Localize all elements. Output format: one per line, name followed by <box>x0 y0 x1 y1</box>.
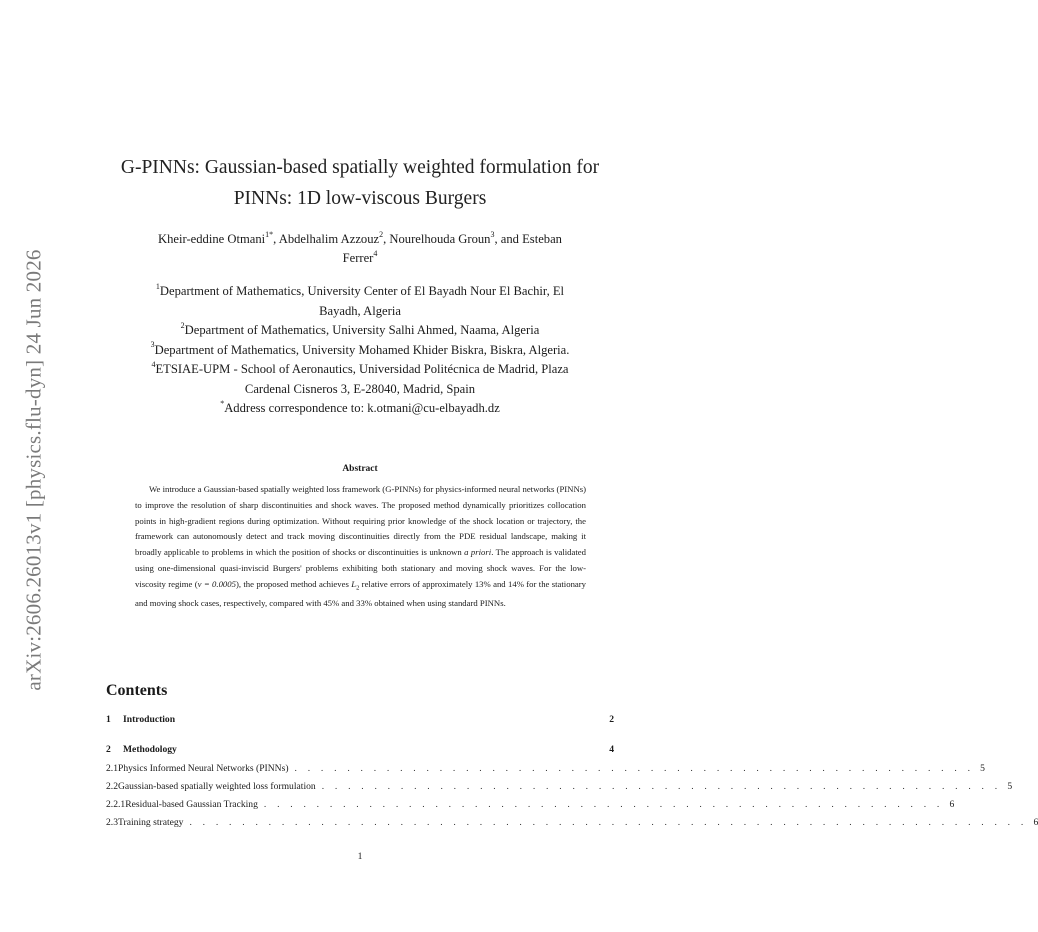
correspondence-email[interactable]: Address correspondence to: k.otmani@cu-elbayadh.dz <box>224 401 500 415</box>
author-ferrer-part1: , and Esteban <box>494 232 562 246</box>
author-azzouz: , Abdelhalim Azzouz <box>273 232 380 246</box>
affiliations <box>106 282 614 419</box>
paper-title <box>106 152 614 214</box>
page-number: 1 <box>357 851 363 862</box>
author-list: Kheir-eddine Otmani$^{1*}$, Abdelhalim Azzouz$^2$, Nourelhouda Groun$^3$, and Esteban Ferrer$^4$ <box>158 229 562 265</box>
toc-entry[interactable]: 2 Methodology 4 <box>106 744 614 755</box>
toc-entry[interactable]: 2.2.1 Residual-based Gaussian Tracking . . . . . . . . . . . . . . . . . . . . . . . . . . . . . . . . . . . . . . . . . . . . . . . . . . . . 6 <box>106 799 955 810</box>
author-groun: , Nourelhouda Groun <box>383 232 491 246</box>
abstract-heading: Abstract <box>342 464 378 474</box>
title-line-2: PINNs: 1D low-viscous Burgers <box>233 188 487 209</box>
toc-entry[interactable]: 2.1 Physics Informed Neural Networks (PINNs) . . . . . . . . . . . . . . . . . . . . . . . . . . . . . . . . . . . . . . . . . . . . . . . . . . . . 5 <box>106 763 985 774</box>
correspondence: *Address correspondence to: k.otmani@cu-elbayadh.dz <box>220 398 500 415</box>
title-line-1: G-PINNs: Gaussian-based spatially weighted formulation for <box>120 157 600 178</box>
affiliation-1-cont: Bayadh, Algeria <box>319 303 401 318</box>
author-otmani: Kheir-eddine Otmani <box>158 232 266 246</box>
affiliation-3: $^3$Department of Mathematics, University Mohamed Khider Biskra, Biskra, Algeria. <box>150 340 570 357</box>
affiliation-4: $^4$ETSIAE-UPM - School of Aeronautics, Universidad Politécnica de Madrid, Plaza <box>151 359 569 376</box>
author-ferrer-part2: Ferrer <box>342 251 374 265</box>
abstract-body: We introduce a Gaussian-based spatially weighted loss framework (G-PINNs) for physics-informed neural networks (PINNs) to improve the resolution of sharp discontinuities and shock waves. The proposed method dynamically prioritizes collocation points in high-gradient regions during optimization. Without requiring prior knowledge of the shock location or trajectory, the framework can autonomously detect and track moving discontinuities directly from the PDE residual landscape, making it broadly applicable to problems in which the position of shocks or discontinuities is unknown a priori. The approach is validated using one-dimensional quasi-inviscid Burgers' problems exhibiting both stationary and moving shock waves. For the low-viscosity regime (ν = 0.0005), the proposed method achieves $L_2$ relative errors of approximately 13% and 14% for the stationary and moving shock cases, respectively, compared with 45% and 33% obtained when using standard PINNs. <box>135 484 587 609</box>
affiliation-1: $^1$Department of Mathematics, University Center of El Bayadh Nour El Bachir, El <box>155 281 565 298</box>
toc-entry[interactable]: 2.3 Training strategy . . . . . . . . . . . . . . . . . . . . . . . . . . . . . . . . . . . . . . . . . . . . . . . . . . . . . . . . . . . . . . . . 6 <box>106 817 1038 828</box>
affiliation-2: $^2$Department of Mathematics, University Salhi Ahmed, Naama, Algeria <box>180 320 540 337</box>
contents-heading: Contents <box>106 682 168 699</box>
toc-entry[interactable]: 2.2 Gaussian-based spatially weighted loss formulation . . . . . . . . . . . . . . . . . . . . . . . . . . . . . . . . . . . . . . . . . . . . . . . . . . . . 5 <box>106 781 1013 792</box>
toc-entry[interactable]: 1 Introduction 2 <box>106 714 614 725</box>
affiliation-4-cont: Cardenal Cisneros 3, E-28040, Madrid, Spain <box>244 381 476 396</box>
arxiv-identifier: arXiv:2606.26013v1 [physics.flu-dyn] 24 Jun 2026 <box>21 249 46 691</box>
